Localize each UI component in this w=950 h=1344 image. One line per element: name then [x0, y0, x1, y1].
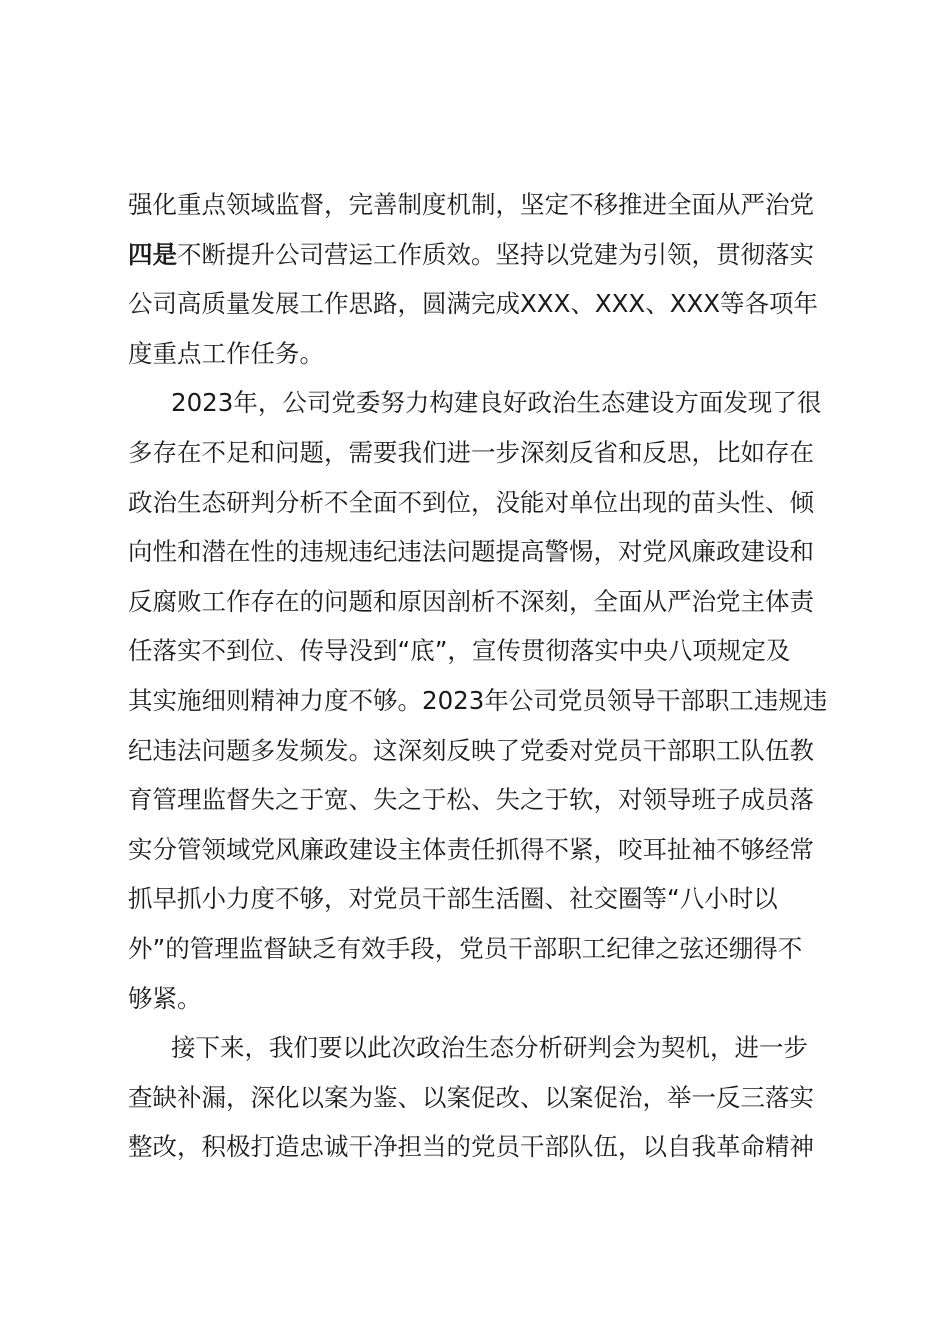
text-line: 任落实不到位、传导没到“底”，宣传贯彻落实中央八项规定及	[128, 636, 791, 666]
text-line: 实分管领域党风廉政建设主体责任抓得不紧，咬耳扯袖不够经常	[128, 834, 814, 864]
text-line: 政治生态研判分析不全面不到位，没能对单位出现的苗头性、倾	[128, 487, 814, 517]
text-line: 纪违法问题多发频发。这深刻反映了党委对党员干部职工队伍教	[128, 735, 814, 765]
paragraph-first-line: 2023年，公司党委努力构建良好政治生态建设方面发现了很	[171, 388, 822, 418]
text-line: 多存在不足和问题，需要我们进一步深刻反省和反思，比如存在	[128, 437, 814, 467]
text-line: 其实施细则精神力度不够。2023年公司党员领导干部职工违规违	[128, 685, 828, 715]
text-line: 抓早抓小力度不够，对党员干部生活圈、社交圈等“八小时以	[128, 884, 778, 914]
document-body	[128, 180, 858, 1172]
text-line: 外”的管理监督缺乏有效手段，党员干部职工纪律之弦还绷得不	[128, 933, 803, 963]
text-line: 四是不断提升公司营运工作质效。坚持以党建为引领，贯彻落实	[128, 239, 814, 269]
text-line: 查缺补漏，深化以案为鉴、以案促改、以案促治，举一反三落实	[128, 1082, 814, 1112]
text-line: 强化重点领域监督，完善制度机制，坚定不移推进全面从严治党	[128, 190, 814, 219]
text-line: 反腐败工作存在的问题和原因剖析不深刻，全面从严治党主体责	[128, 586, 814, 616]
paragraph-first-line: 接下来，我们要以此次政治生态分析研判会为契机，进一步	[171, 1033, 808, 1063]
text-line: 整改，积极打造忠诚干净担当的党员干部队伍，以自我革命精神	[128, 1132, 814, 1162]
text-line: 公司高质量发展工作思路，圆满完成XXX、XXX、XXX等各项年	[128, 289, 819, 319]
text-line: 育管理监督失之于宽、失之于松、失之于软，对领导班子成员落	[128, 785, 814, 815]
text-line: 度重点工作任务。	[128, 338, 324, 368]
bold-lead: 四是	[128, 239, 177, 269]
text-line: 够紧。	[128, 983, 202, 1013]
text-line: 向性和潜在性的违规违纪违法问题提高警惕，对党风廉政建设和	[128, 537, 814, 567]
